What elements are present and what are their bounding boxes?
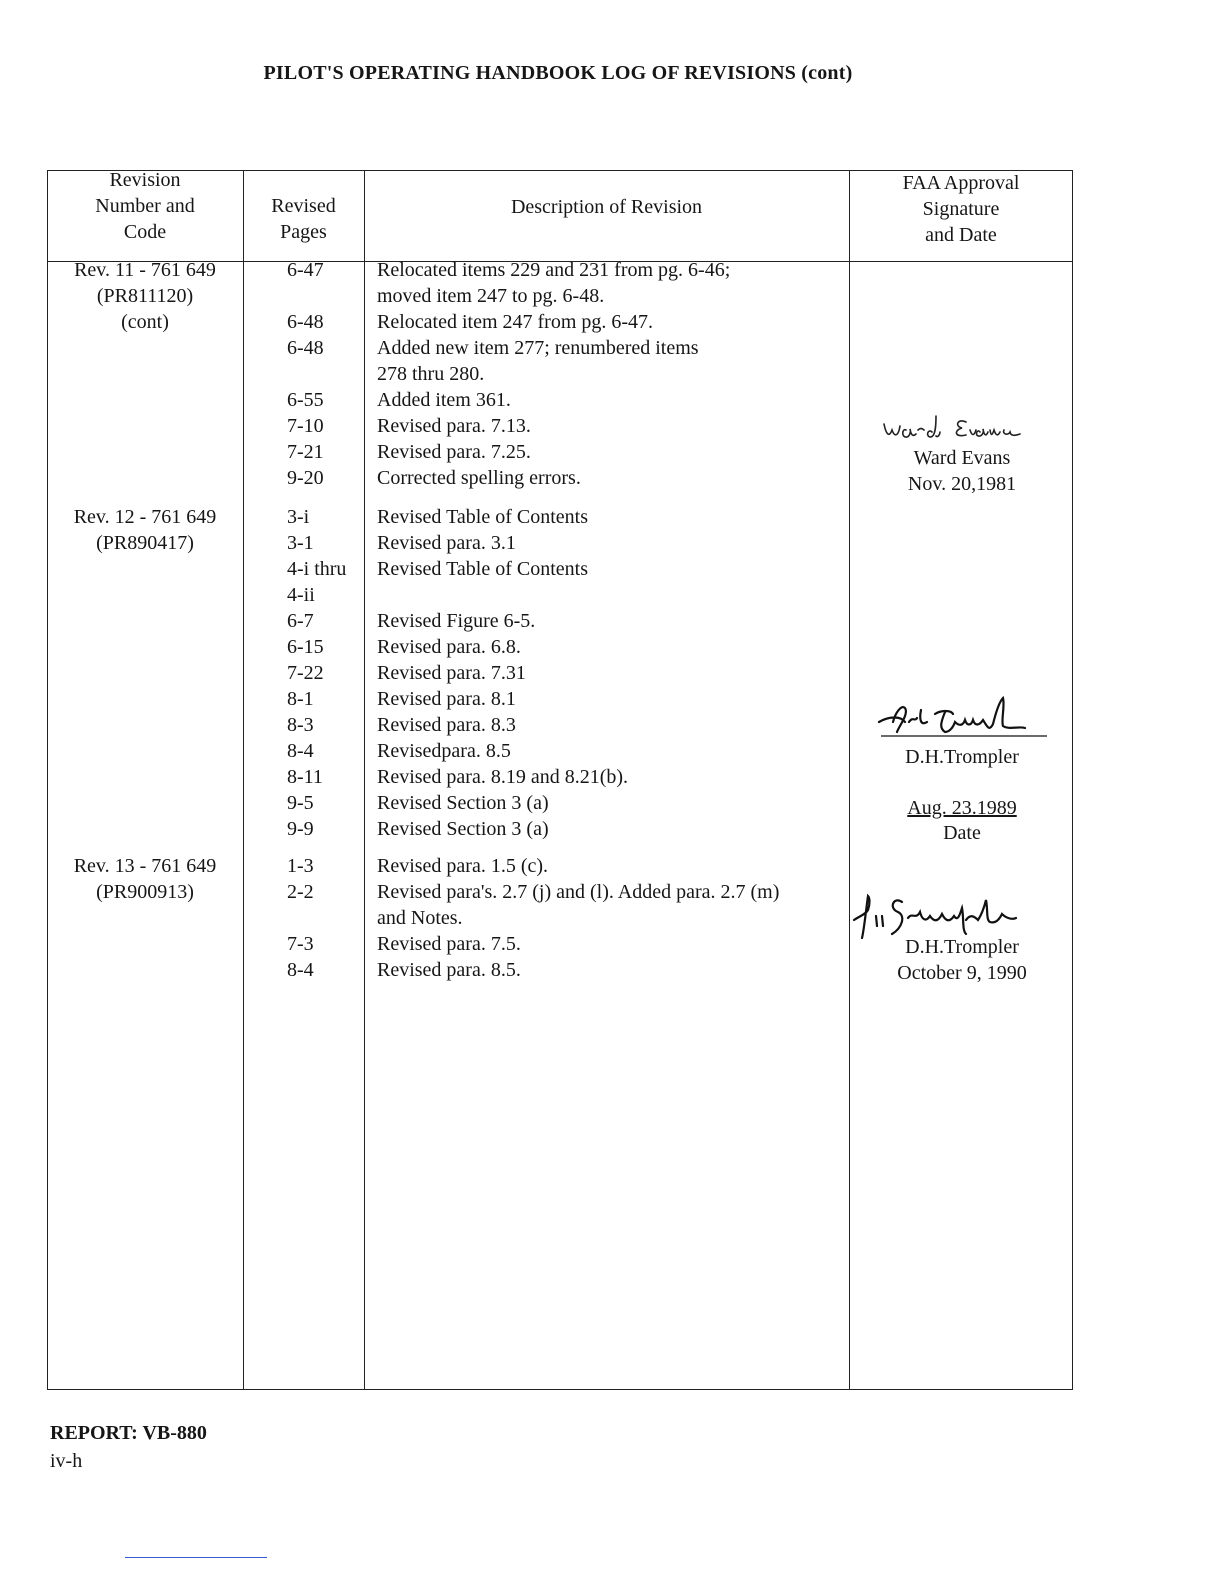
revised-page: 7-21 [287, 441, 324, 463]
revised-page: 9-9 [287, 818, 314, 840]
revision-description: Revised para. 3.1 [377, 532, 516, 554]
page-title: PILOT'S OPERATING HANDBOOK LOG OF REVISIONS (cont) [263, 62, 853, 84]
header-description: Description of Revision [510, 196, 703, 218]
revised-page: 9-5 [287, 792, 314, 814]
revision-description: Revised Table of Contents [377, 558, 588, 580]
revision-code: (cont) [121, 311, 169, 333]
revision-description: moved item 247 to pg. 6-48. [377, 285, 605, 307]
revision-description: Added new item 277; renumbered items [377, 337, 699, 359]
revised-page: 6-48 [287, 311, 324, 333]
approver-name: Ward Evans [913, 447, 1011, 469]
approval-date: October 9, 1990 [897, 962, 1027, 984]
revised-page: 4-i thru [287, 558, 347, 580]
revision-description: Revised para. 7.5. [377, 933, 521, 955]
revision-code: (PR890417) [96, 532, 194, 554]
divider [125, 1557, 267, 1558]
date-label: Date [943, 822, 981, 844]
revised-page: 2-2 [287, 881, 314, 903]
revised-page: 6-7 [287, 610, 314, 632]
revision-description: Revised para. 8.1 [377, 688, 516, 710]
revised-page: 6-15 [287, 636, 324, 658]
revised-page: 8-3 [287, 714, 314, 736]
revision-description: Revised para. 8.5. [377, 959, 521, 981]
revised-page: 4-ii [287, 584, 315, 606]
revised-page: 7-22 [287, 662, 324, 684]
revised-page: 3-i [287, 506, 310, 528]
header-approval: FAA Approval Signature and Date [902, 172, 1020, 246]
revision-description: Revised para. 6.8. [377, 636, 521, 658]
revision-code: Rev. 12 - 761 649 [73, 506, 217, 528]
signature-trompler-1989 [875, 692, 1055, 740]
revision-description: Revised Section 3 (a) [377, 818, 549, 840]
revision-description: and Notes. [377, 907, 463, 929]
revised-page: 6-47 [287, 259, 324, 281]
revised-page: 8-4 [287, 740, 314, 762]
revision-description: Revised Figure 6-5. [377, 610, 536, 632]
header-pages: Revised Pages [271, 195, 336, 243]
signature-ward-evans [880, 408, 1030, 444]
revision-description: Revised para. 7.25. [377, 441, 531, 463]
revised-page: 6-48 [287, 337, 324, 359]
revision-code: (PR900913) [96, 881, 194, 903]
revised-page: 8-4 [287, 959, 314, 981]
revision-description: Revised para. 8.19 and 8.21(b). [377, 766, 629, 788]
column-divider [849, 170, 850, 1390]
revision-description: Revised para. 8.3 [377, 714, 516, 736]
approver-name: D.H.Trompler [905, 936, 1019, 958]
revision-code: (PR811120) [96, 285, 194, 307]
revision-description: Revised para. 1.5 (c). [377, 855, 549, 877]
revision-description: Revisedpara. 8.5 [377, 740, 511, 762]
revision-description: Corrected spelling errors. [377, 467, 581, 489]
revision-description: Revised para. 7.31 [377, 662, 526, 684]
revision-description: Relocated item 247 from pg. 6-47. [377, 311, 654, 333]
revised-page: 9-20 [287, 467, 324, 489]
revision-description: 278 thru 280. [377, 363, 485, 385]
revised-page: 1-3 [287, 855, 314, 877]
revision-description: Revised Section 3 (a) [377, 792, 549, 814]
revised-page: 7-10 [287, 415, 324, 437]
column-divider [364, 170, 365, 1390]
revision-description: Revised Table of Contents [377, 506, 588, 528]
revision-description: Added item 361. [377, 389, 511, 411]
header-revision: Revision Number and Code [95, 169, 195, 243]
page-number: iv-h [50, 1450, 83, 1472]
revised-page: 8-11 [287, 766, 323, 788]
column-divider [243, 170, 244, 1390]
revised-page: 3-1 [287, 532, 314, 554]
approval-date: Aug. 23.1989 [907, 797, 1017, 819]
revised-page: 7-3 [287, 933, 314, 955]
revision-code: Rev. 11 - 761 649 [74, 259, 216, 281]
revised-page: 6-55 [287, 389, 324, 411]
approver-name: D.H.Trompler [905, 746, 1019, 768]
revision-description: Revised para's. 2.7 (j) and (l). Added para. 2.7 (m) [377, 881, 780, 903]
revision-description: Revised para. 7.13. [377, 415, 531, 437]
approval-date: Nov. 20,1981 [907, 473, 1017, 495]
revised-page: 8-1 [287, 688, 314, 710]
revision-description: Relocated items 229 and 231 from pg. 6-46; [377, 259, 731, 281]
report-number: REPORT: VB-880 [50, 1422, 207, 1444]
revision-code: Rev. 13 - 761 649 [73, 855, 217, 877]
